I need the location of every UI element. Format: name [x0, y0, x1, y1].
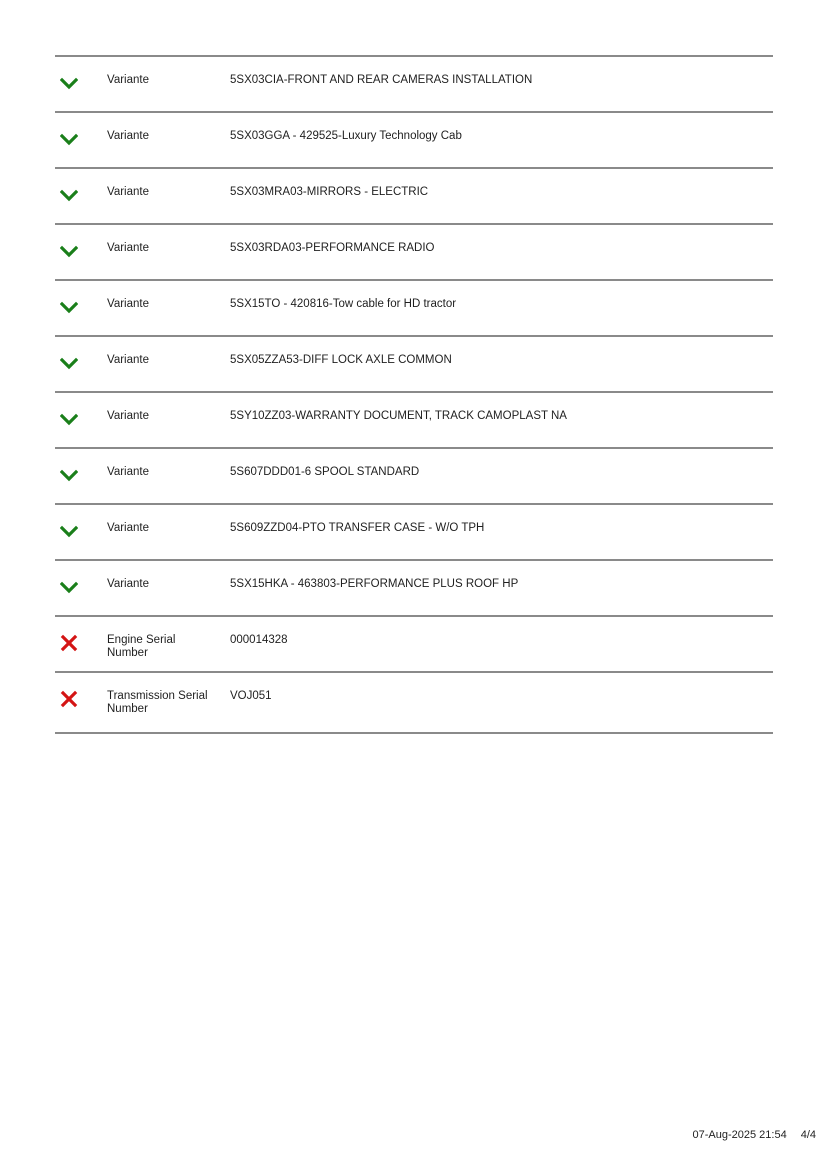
table-row	[55, 617, 773, 673]
row-label: Variante	[107, 242, 149, 254]
table-row	[55, 673, 773, 734]
table-row	[55, 505, 773, 561]
row-value: 5SX03MRA03-MIRRORS - ELECTRIC	[230, 186, 429, 198]
row-label: Variante	[107, 130, 149, 142]
row-label: Variante	[107, 466, 149, 478]
check-icon	[60, 186, 78, 204]
row-label: Transmission Serial Number	[107, 690, 208, 715]
table-row	[55, 57, 773, 113]
row-value: 5S609ZZD04-PTO TRANSFER CASE - W/O TPH	[230, 522, 485, 534]
row-value: 5SX05ZZA53-DIFF LOCK AXLE COMMON	[230, 354, 452, 366]
table-row	[55, 113, 773, 169]
row-value: 5SX15HKA - 463803-PERFORMANCE PLUS ROOF HP	[230, 578, 519, 590]
cross-icon	[60, 634, 78, 652]
row-label: Variante	[107, 74, 149, 86]
check-icon	[60, 578, 78, 596]
check-icon	[60, 354, 78, 372]
row-label: Engine Serial Number	[107, 634, 176, 659]
row-value: 5SX03CIA-FRONT AND REAR CAMERAS INSTALLATION	[230, 74, 533, 86]
row-label: Variante	[107, 522, 149, 534]
check-icon	[60, 522, 78, 540]
table-row	[55, 281, 773, 337]
check-icon	[60, 298, 78, 316]
page-footer	[693, 1129, 816, 1141]
table-row	[55, 449, 773, 505]
row-value: 5S607DDD01-6 SPOOL STANDARD	[230, 466, 420, 478]
row-label: Variante	[107, 354, 149, 366]
row-label: Variante	[107, 578, 149, 590]
row-value: 5SX15TO - 420816-Tow cable for HD tractor	[230, 298, 457, 310]
row-value: 5SY10ZZ03-WARRANTY DOCUMENT, TRACK CAMOPLAST NA	[230, 410, 567, 422]
table-row	[55, 225, 773, 281]
check-icon	[60, 466, 78, 484]
row-value: 5SX03RDA03-PERFORMANCE RADIO	[230, 242, 435, 254]
row-value: 000014328	[230, 634, 288, 646]
check-icon	[60, 410, 78, 428]
check-icon	[60, 74, 78, 92]
footer-timestamp: 07-Aug-2025 21:54	[692, 1129, 787, 1141]
table-row	[55, 393, 773, 449]
row-value: 5SX03GGA - 429525-Luxury Technology Cab	[230, 130, 462, 142]
cross-icon	[60, 690, 78, 708]
table-row	[55, 337, 773, 393]
table-row	[55, 561, 773, 617]
row-label: Variante	[107, 298, 149, 310]
table-row	[55, 169, 773, 225]
check-icon	[60, 242, 78, 260]
checklist-table	[55, 55, 773, 734]
row-label: Variante	[107, 186, 149, 198]
row-label: Variante	[107, 410, 149, 422]
check-icon	[60, 130, 78, 148]
row-value: VOJ051	[230, 690, 272, 702]
page-number: 4/4	[800, 1129, 816, 1141]
